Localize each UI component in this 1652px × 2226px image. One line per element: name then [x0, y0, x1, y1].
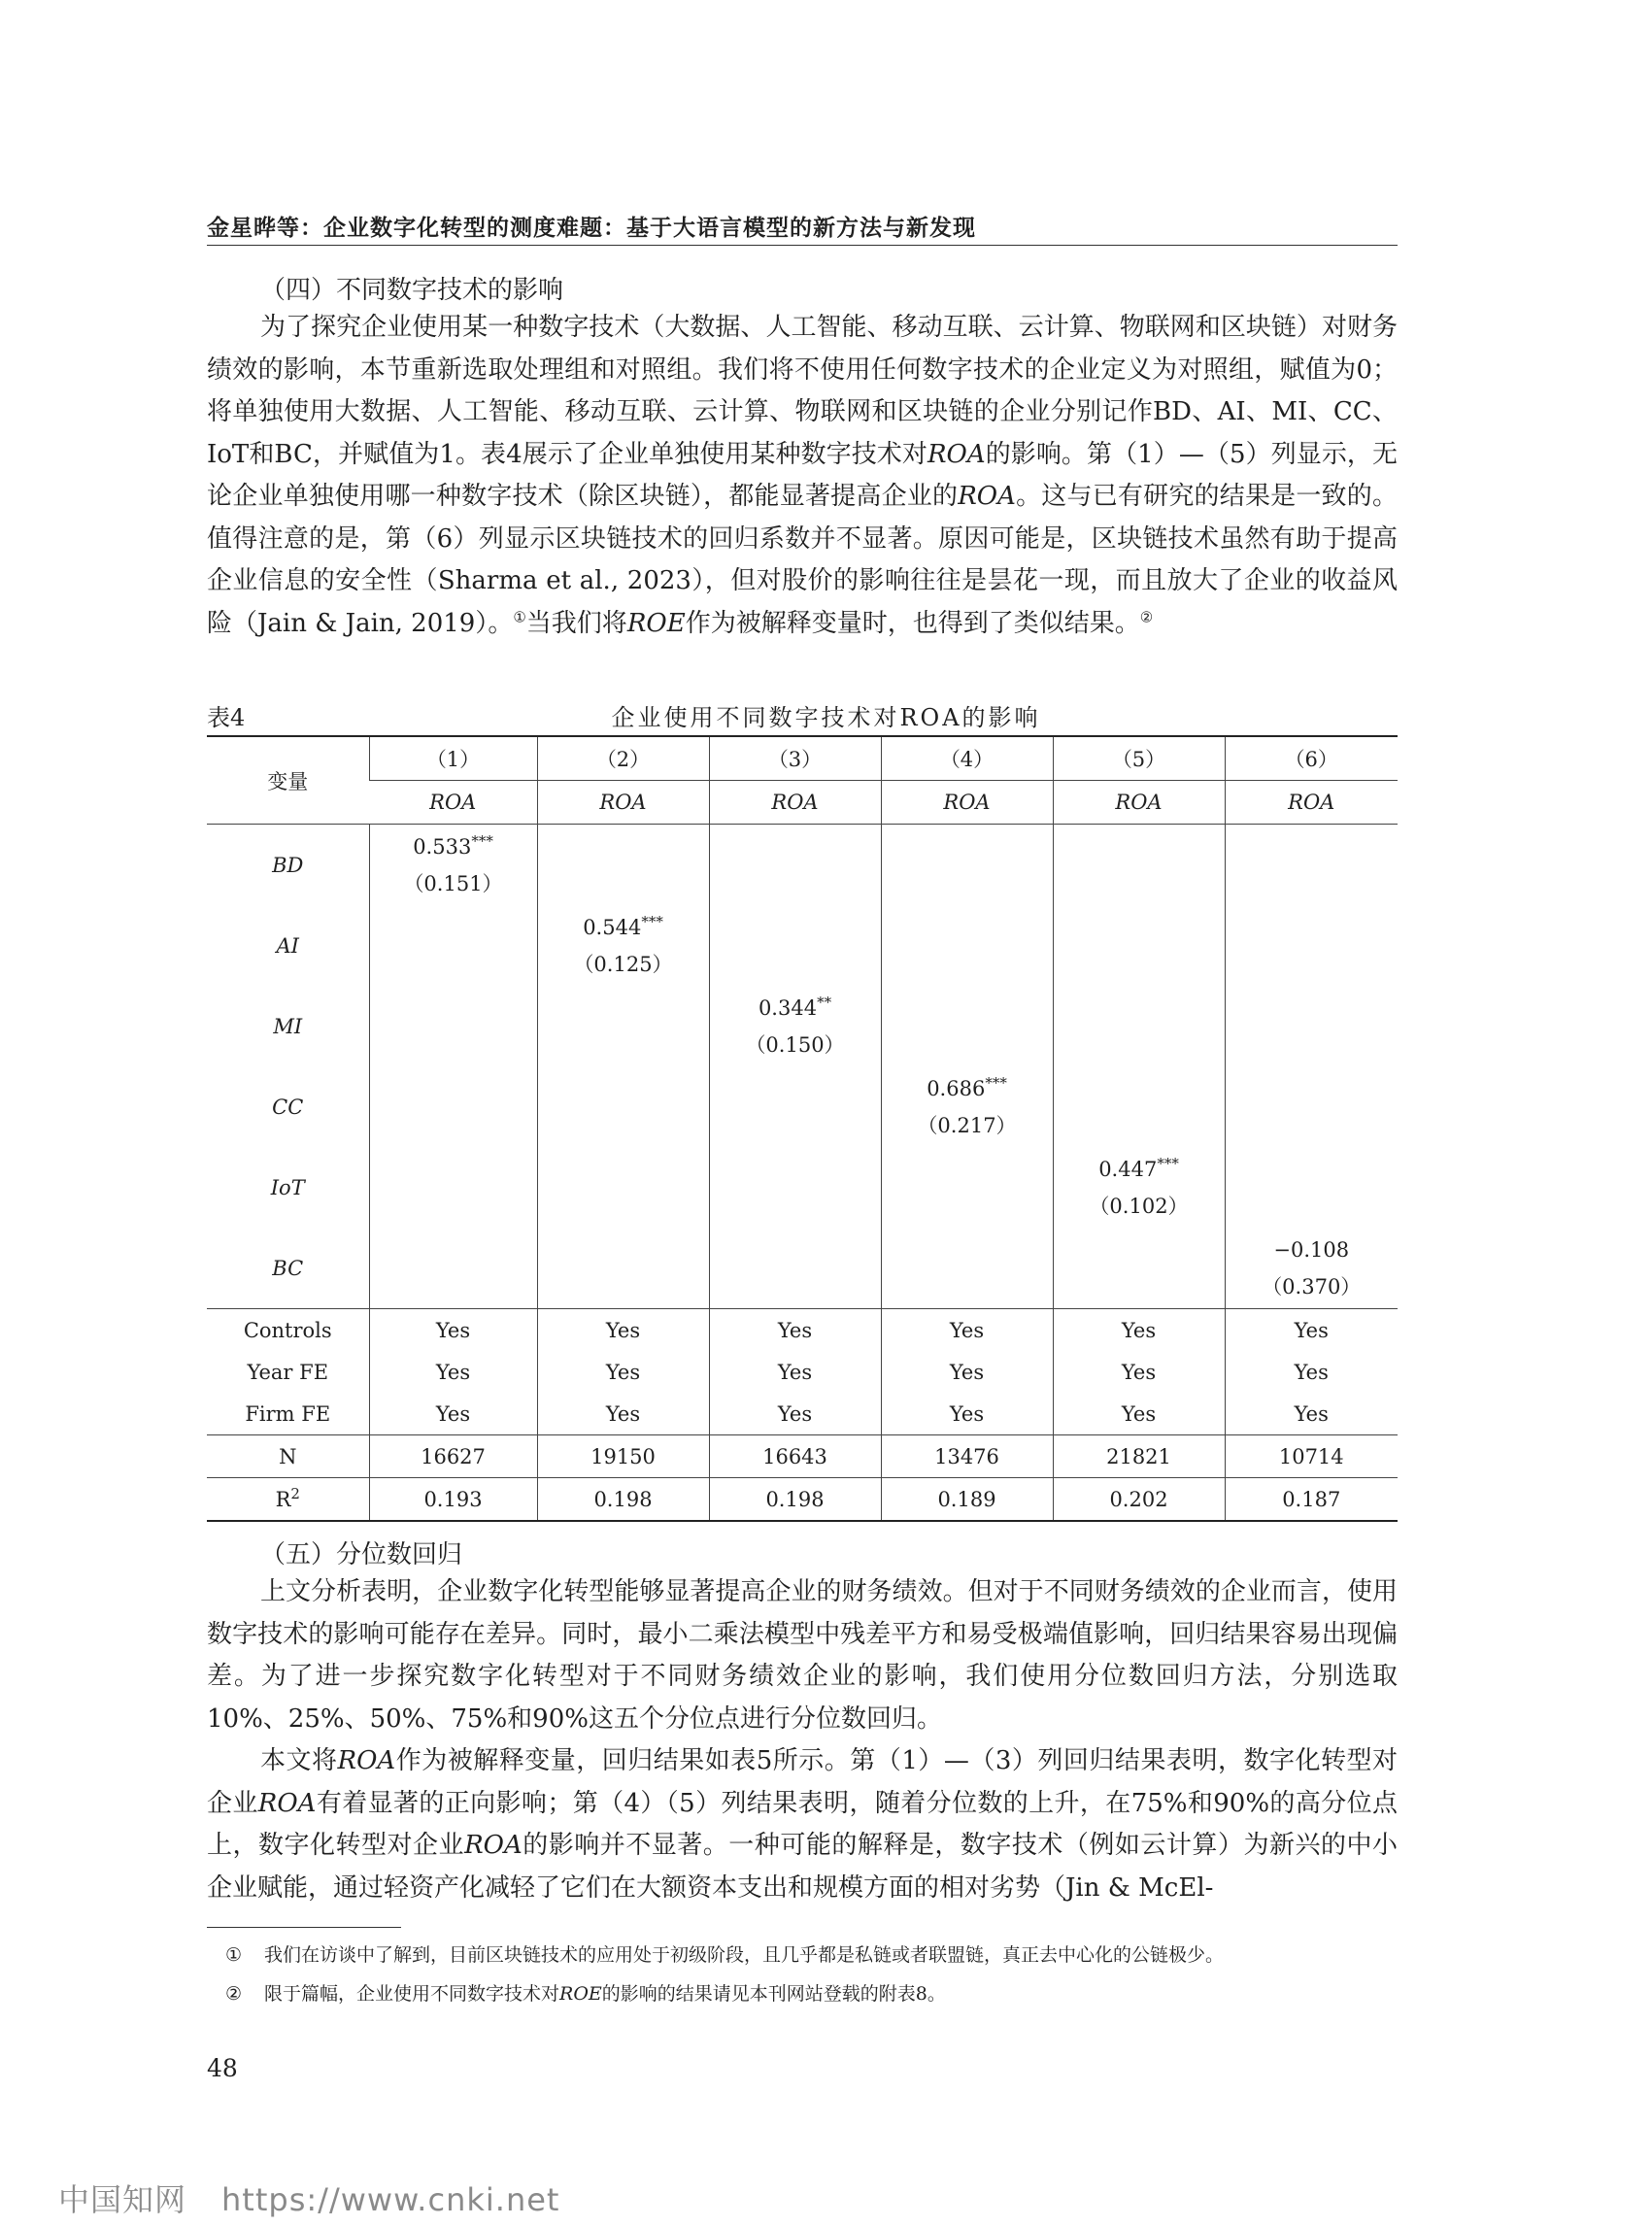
table-cell: 0.189 [881, 1478, 1053, 1522]
table-cell: Yes [1053, 1351, 1225, 1393]
significance-stars: *** [641, 912, 663, 930]
coef-value: 0.344** [758, 993, 832, 1020]
var-name-cell: MI [273, 1014, 303, 1038]
roe-term: ROE [626, 608, 686, 638]
footnote-ref-1[interactable]: ① [513, 607, 526, 625]
superscript: 2 [290, 1484, 300, 1502]
table-cell [709, 905, 881, 986]
table-cell [881, 825, 1053, 906]
footnote-mark: ① [225, 1944, 243, 1966]
table-cell: 16643 [709, 1435, 881, 1478]
table-cell [1225, 825, 1398, 906]
roa-term: ROA [464, 1831, 523, 1860]
table-cell [369, 1228, 537, 1309]
table-cell: 10714 [1225, 1435, 1398, 1478]
table-cell [709, 986, 881, 1066]
std-error: （0.102） [1089, 1194, 1189, 1218]
section-heading-5: （五）分位数回归 [260, 1540, 463, 1569]
table-cell: Yes [709, 1309, 881, 1352]
table-cell [369, 825, 537, 906]
table-cell [881, 905, 1053, 986]
table-cell [537, 905, 709, 986]
roa-term: ROA [927, 439, 986, 469]
std-error: （0.370） [1262, 1274, 1362, 1298]
depvar-cell: ROA [709, 781, 881, 825]
table-cell [369, 1066, 537, 1147]
table-cell [709, 1228, 881, 1309]
table-header-row [207, 736, 1398, 781]
coef-row [207, 1066, 1398, 1147]
section5-paragraph-2 [207, 1740, 1398, 1909]
table-cell: Yes [1225, 1309, 1398, 1352]
table-cell [1053, 1147, 1225, 1228]
stat-name-cell: Firm FE [245, 1401, 331, 1426]
std-error: （0.217） [917, 1113, 1017, 1137]
footnote-mark: ② [225, 1983, 243, 2005]
depvar-cell: ROA [1225, 781, 1398, 825]
table-cell [369, 986, 537, 1066]
table-cell: Yes [1225, 1351, 1398, 1393]
header-rule [207, 245, 1398, 246]
stat-row [207, 1393, 1398, 1435]
table-cell [537, 986, 709, 1066]
table-cell [709, 825, 881, 906]
coef-row [207, 1228, 1398, 1309]
depvar-cell: ROA [369, 781, 537, 825]
results-table [207, 735, 1398, 1522]
section-heading-4: （四）不同数字技术的影响 [260, 276, 564, 305]
table-label: 表4 [207, 704, 246, 731]
footnote-text: 我们在访谈中了解到，目前区块链技术的应用处于初级阶段，且几乎都是私链或者联盟链，真正去中心化的公链极少。 [264, 1944, 1225, 1966]
table-cell: 0.187 [1225, 1478, 1398, 1522]
table-cell: Yes [881, 1309, 1053, 1352]
roa-term: ROA [958, 482, 1016, 511]
table-cell [1053, 1066, 1225, 1147]
table-cell: Yes [881, 1351, 1053, 1393]
para-text: 。这与已有研究的结果是一致的。值得注意的是，第（6）列显示区块链技术的回归系数并不显著。原因可能是，区块链技术虽然有助于提高企业信息的安全性（Sharma et al., 2023），但对股价的影响往往是昙花一现，而且放大了企业的收益风险（Jain & Jain, 2019）。 [207, 482, 1398, 638]
table-title [0, 698, 1652, 732]
table-cell [1053, 1228, 1225, 1309]
column-number-cell: （5） [1053, 736, 1225, 781]
table-cell: 13476 [881, 1435, 1053, 1478]
var-name-cell: BD [207, 825, 369, 906]
table-cell: Yes [369, 1393, 537, 1435]
stat-row [207, 1309, 1398, 1352]
roa-term: ROA [337, 1746, 396, 1775]
coef-value: 0.533*** [413, 831, 493, 859]
table-cell [709, 1147, 881, 1228]
table-cell: Yes [709, 1351, 881, 1393]
roe-term: ROE [559, 1983, 602, 2005]
table-cell: Yes [881, 1393, 1053, 1435]
page-number: 48 [207, 2054, 238, 2082]
depvar-cell: ROA [1053, 781, 1225, 825]
para-text: 有着显著的正向影响；第（4）（5）列结果表明，随着分位数的上升，在75%和90%的高分位点上，数字化转型对企业 [207, 1788, 1398, 1860]
footnote-ref-2[interactable]: ② [1139, 607, 1154, 625]
table-cell: Yes [369, 1351, 537, 1393]
coef-row [207, 986, 1398, 1066]
table-cell [881, 1147, 1053, 1228]
table-cell: Yes [537, 1393, 709, 1435]
column-number-cell: （4） [881, 736, 1053, 781]
table-cell [537, 1228, 709, 1309]
column-number-cell: （6） [1225, 736, 1398, 781]
table-cell: 0.198 [709, 1478, 881, 1522]
cnki-logo-text: 中国知网 [58, 2181, 187, 2218]
stat-name-cell: N [207, 1435, 369, 1478]
section4-paragraph [207, 307, 1398, 645]
table-cell [1225, 1066, 1398, 1147]
var-header-cell: 变量 [207, 736, 369, 825]
stat-row [207, 1351, 1398, 1393]
column-number-cell: （1） [369, 736, 537, 781]
table-cell: Yes [1225, 1393, 1398, 1435]
column-number-cell: （2） [537, 736, 709, 781]
coef-value: 0.447*** [1098, 1154, 1179, 1181]
coef-row [207, 905, 1398, 986]
running-header: 金星晔等：企业数字化转型的测度难题：基于大语言模型的新方法与新发现 [207, 216, 976, 241]
stat-name-cell: $R^2$ [207, 1478, 369, 1522]
coef-value: −0.108 [1273, 1237, 1350, 1262]
coef-value: 0.686*** [927, 1073, 1007, 1100]
table-cell [537, 1066, 709, 1147]
para-text: 的影响。第（1）—（5）列显示，无论企业单独使用哪一种数字技术（除区块链），都能显著提高企业的 [207, 439, 1398, 511]
table-cell [1053, 905, 1225, 986]
std-error: （0.150） [745, 1032, 845, 1057]
para-text: 的影响并不显著。一种可能的解释是，数字技术（例如云计算）为新兴的中小企业赋能，通过轻资产化减轻了它们在大额资本支出和规模方面的相对劣势（Jin & McEl- [207, 1831, 1398, 1903]
para-text: 上文分析表明，企业数字化转型能够显著提高企业的财务绩效。但对于不同财务绩效的企业而言，使用数字技术的影响可能存在差异。同时，最小二乘法模型中残差平方和易受极端值影响，回归结果容易出现偏差。为了进一步探究数字化转型对于不同财务绩效企业的影响，我们使用分位数回归方法，分别选取10%、25%、50%、75%和90%这五个分位点进行分位数回归。 [207, 1577, 1398, 1734]
significance-stars: *** [1157, 1154, 1179, 1172]
cnki-watermark [58, 2175, 559, 2220]
column-number-cell: （3） [709, 736, 881, 781]
footnote-2 [225, 1979, 946, 2006]
table-cell [537, 1147, 709, 1228]
significance-stars: ** [817, 993, 832, 1011]
table-cell [1225, 1228, 1398, 1309]
table-cell: 16627 [369, 1435, 537, 1478]
table-cell [709, 1066, 881, 1147]
std-error: （0.125） [573, 952, 673, 976]
table-cell: Yes [537, 1351, 709, 1393]
significance-stars: *** [471, 831, 493, 850]
table-cell [537, 825, 709, 906]
footnote-text: 限于篇幅，企业使用不同数字技术对 [264, 1983, 560, 2005]
coef-value: 0.544*** [583, 912, 663, 939]
table-cell [1053, 986, 1225, 1066]
table-cell: 0.202 [1053, 1478, 1225, 1522]
stat-row [207, 1478, 1398, 1522]
var-name-cell: AI [276, 933, 299, 958]
table-title-text: 企业使用不同数字技术对ROA的影响 [611, 704, 1041, 731]
table-cell [1225, 986, 1398, 1066]
table-cell [1053, 825, 1225, 906]
table-cell: 21821 [1053, 1435, 1225, 1478]
table-cell: 0.193 [369, 1478, 537, 1522]
depvar-cell: ROA [537, 781, 709, 825]
para-text: 作为被解释变量，回归结果如表5所示。第（1）—（3）列回归结果表明，数字化转型对企业 [207, 1746, 1398, 1818]
cnki-url[interactable]: https://www.cnki.net [221, 2181, 560, 2218]
table-cell [369, 905, 537, 986]
coef-row [207, 825, 1398, 906]
footnote-text: 的影响的结果请见本刊网站登载的附表8。 [601, 1983, 946, 2005]
para-text: 当我们将 [525, 608, 627, 638]
table-depvar-row [207, 781, 1398, 825]
std-error: （0.151） [403, 871, 503, 895]
stat-row [207, 1435, 1398, 1478]
footnote-1 [225, 1940, 1224, 1967]
roa-term: ROA [257, 1788, 317, 1818]
table-cell [1225, 905, 1398, 986]
depvar-cell: ROA [881, 781, 1053, 825]
coef-row [207, 1147, 1398, 1228]
table-cell [1225, 1147, 1398, 1228]
para-text: 为了探究企业使用某一种数字技术（大数据、人工智能、移动互联、云计算、物联网和区块链）对财务绩效的影响，本节重新选取处理组和对照组。我们将不使用任何数字技术的企业定义为对照组，赋值为0；将单独使用大数据、人工智能、移动互联、云计算、物联网和区块链的企业分别记作BD、AI、MI、CC、IoT和BC，并赋值为1。表4展示了企业单独使用某种数字技术对 [207, 313, 1398, 469]
table-cell: Yes [709, 1393, 881, 1435]
table-cell: Yes [1053, 1393, 1225, 1435]
table-cell [881, 986, 1053, 1066]
table-cell: Yes [537, 1309, 709, 1352]
table-cell: 19150 [537, 1435, 709, 1478]
table-cell: 0.198 [537, 1478, 709, 1522]
var-name-cell: CC [272, 1095, 304, 1119]
table-cell [881, 1066, 1053, 1147]
table-cell [881, 1228, 1053, 1309]
para-text: 本文将 [260, 1746, 338, 1775]
table-cell [369, 1147, 537, 1228]
significance-stars: *** [985, 1073, 1007, 1092]
para-text: 作为被解释变量时，也得到了类似结果。 [685, 608, 1140, 638]
table-cell: Yes [1053, 1309, 1225, 1352]
var-name-cell: BC [272, 1256, 304, 1280]
table-cell: Yes [369, 1309, 537, 1352]
var-name-cell: IoT [270, 1175, 305, 1199]
section5-paragraph-1 [207, 1571, 1398, 1740]
stat-name-cell: Year FE [247, 1360, 329, 1384]
stat-name-cell: Controls [207, 1309, 369, 1352]
footnote-rule [207, 1927, 401, 1928]
